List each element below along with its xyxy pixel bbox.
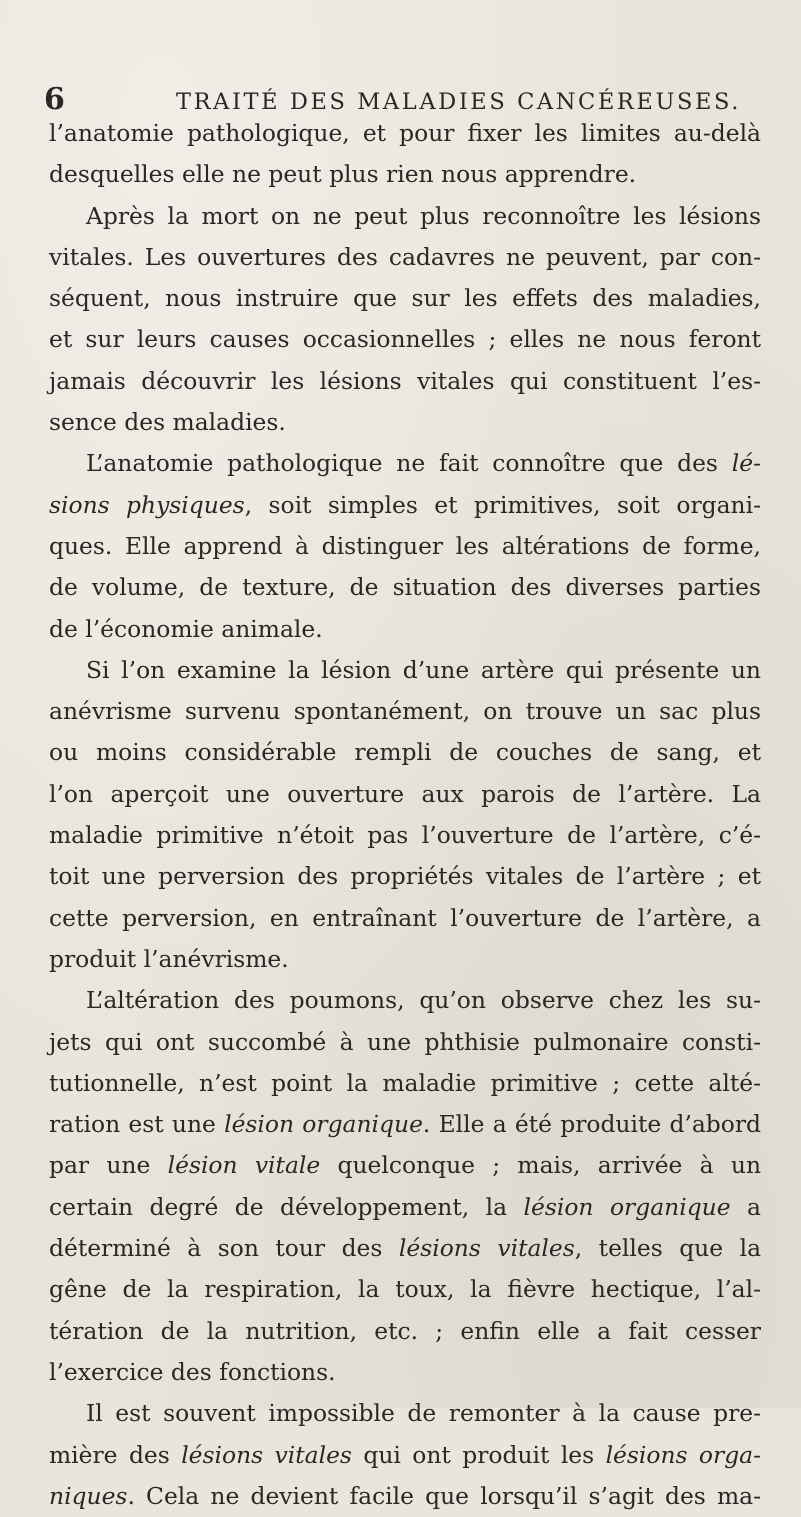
body-text xyxy=(49,113,761,1517)
text-line: L’anatomie pathologique ne fait connoître que des lé- xyxy=(86,449,761,478)
text-line: sence des maladies. xyxy=(49,408,286,437)
text-line: tération de la nutrition, etc. ; enfin elle a fait cesser xyxy=(49,1316,761,1345)
text-line: desquelles elle ne peut plus rien nous apprendre. xyxy=(49,160,637,189)
text-line: tutionnelle, n’est point la maladie primitive ; cette alté- xyxy=(49,1068,761,1097)
text-line: produit l’anévrisme. xyxy=(49,944,289,973)
text-line: par une lésion vitale quelconque ; mais, arrivée à un xyxy=(49,1151,762,1180)
text-line: vitales. Les ouvertures des cadavres ne peuvent, par con- xyxy=(49,242,761,271)
text-line: Il est souvent impossible de remonter à la cause pre- xyxy=(86,1399,761,1428)
text-line: déterminé à son tour des lésions vitales, telles que la xyxy=(49,1234,762,1263)
text-line: l’anatomie pathologique, et pour fixer les limites au-delà xyxy=(49,119,761,147)
text-line: ques. Elle apprend à distinguer les altérations de forme, xyxy=(49,531,761,560)
text-line: sions physiques, soit simples et primitives, soit organi- xyxy=(49,490,761,519)
text-line: ration est une lésion organique. Elle a été produite d’abord xyxy=(49,1110,762,1139)
text-line: gêne de la respiration, la toux, la fièvre hectique, l’al- xyxy=(49,1275,761,1304)
text-line: ou moins considérable rempli de couches de sang, et xyxy=(49,738,761,767)
text-line: l’exercice des fonctions. xyxy=(49,1357,336,1386)
text-line: L’altération des poumons, qu’on observe chez les su- xyxy=(86,986,761,1015)
text-line: de l’économie animale. xyxy=(49,614,323,643)
text-line: maladie primitive n’étoit pas l’ouverture de l’artère, c’é- xyxy=(49,821,761,850)
page-number: 6 xyxy=(44,82,65,117)
text-line: l’on aperçoit une ouverture aux parois de l’artère. La xyxy=(49,779,761,808)
text-line: mière des lésions vitales qui ont produit les lésions orga- xyxy=(49,1440,762,1469)
text-line: anévrisme survenu spontanément, on trouve un sac plus xyxy=(49,697,761,726)
text-line: jets qui ont succombé à une phthisie pulmonaire consti- xyxy=(49,1027,761,1056)
text-line: jamais découvrir les lésions vitales qui constituent l’es- xyxy=(49,366,761,395)
text-line: certain degré de développement, la lésion organique a xyxy=(49,1192,761,1221)
text-line: cette perversion, en entraînant l’ouverture de l’artère, a xyxy=(49,903,761,932)
text-line: Après la mort on ne peut plus reconnoître les lésions xyxy=(86,201,761,230)
text-line: Si l’on examine la lésion d’une artère qui présente un xyxy=(86,655,761,684)
text-line: et sur leurs causes occasionnelles ; elles ne nous feront xyxy=(49,325,761,354)
text-line: niques. Cela ne devient facile que lorsqu’il s’agit des ma- xyxy=(49,1481,761,1510)
text-line: séquent, nous instruire que sur les effets des maladies, xyxy=(49,284,761,313)
text-line: de volume, de texture, de situation des diverses parties xyxy=(49,573,761,602)
text-line: toit une perversion des propriétés vitales de l’artère ; et xyxy=(49,862,761,891)
running-title: TRAITÉ DES MALADIES CANCÉREUSES. xyxy=(176,89,742,115)
